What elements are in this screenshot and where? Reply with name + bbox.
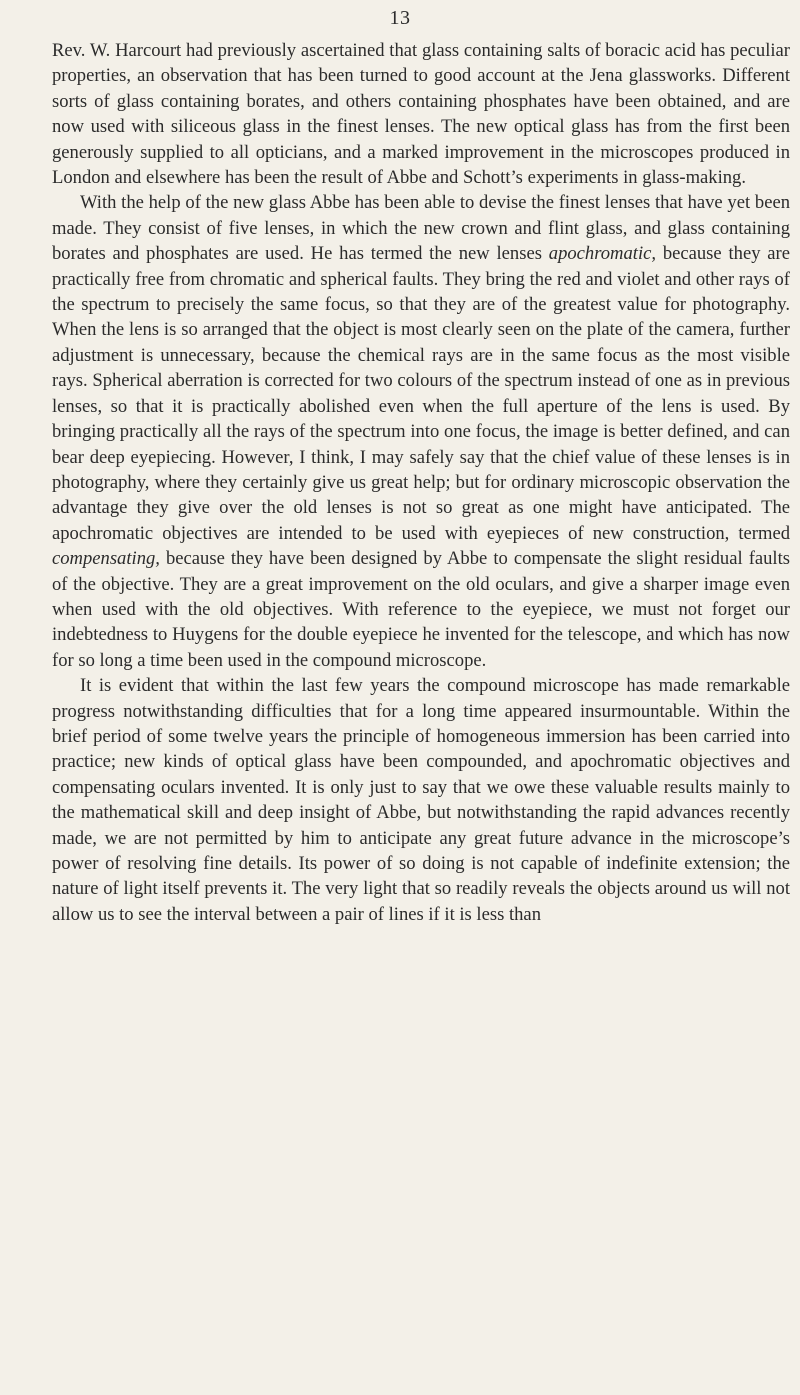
italic-term-compensating: compensating,	[52, 548, 160, 570]
paragraph-text: Rev. W. Harcourt had previously ascertained that glass containing salts of boracic acid has peculiar properties, an observation that has been turned to good account at the Jena glassworks. Different sorts of glass containing borates, and others containing phosphates have been obtained, and are now used with siliceous glass in the finest lenses. The new optical glass has from the first been generously supplied to all opticians, and a marked improvement in the microscopes produced in London and elsewhere has been the result of Abbe and Schott’s experiments in glass-making.	[52, 40, 790, 189]
paragraph-text: It is evident that within the last few years the compound microscope has made remarkable progress notwithstanding difficulties that for a long time appeared insurmountable. Within the brief period of some twelve years the principle of homogeneous immersion has been carried into practice; new kinds of optical glass have been compounded, and apochromatic objectives and compensating oculars invented. It is only just to say that we owe these valuable results mainly to the mathematical skill and deep insight of Abbe, but notwithstanding the rapid advances recently made, we are not permitted by him to anticipate any great future advance in the microscope’s power of resolving fine details. Its power of so doing is not capable of indefinite extension; the nature of light itself prevents it. The very light that so readily reveals the objects around us will not allow us to see the interval between a pair of lines if it is less than	[52, 675, 790, 925]
paragraph-text: With the help of the new glass Abbe has been able to devise the finest lenses that have yet been made. They consist of five lenses, in which the new crown and flint glass, and glass containing borates and phosphates are used. He has termed the new lenses	[52, 192, 790, 265]
paragraph-text: because they have been designed by Abbe to compensate the slight residual faults of the objective. They are a great improvement on the old oculars, and give a sharper image even when used with the old objectives. With reference to the eyepiece, we must not forget our indebtedness to Huygens for the double eyepiece he invented for the telescope, and which has now for so long a time been used in the compound microscope.	[52, 548, 790, 671]
paragraph-apochromatic-lenses	[52, 190, 790, 673]
page-number: 13	[389, 7, 411, 29]
paragraph-glass-borates	[52, 38, 790, 190]
italic-term-apochromatic: apochromatic,	[548, 243, 657, 265]
body-text	[52, 38, 790, 927]
paragraph-microscope-progress	[52, 673, 790, 927]
paragraph-text: because they are practically free from chromatic and spherical faults. They bring the red and violet and other rays of the spectrum to precisely the same focus, so that they are of the greatest value for photography. When the lens is so arranged that the object is most clearly seen on the plate of the camera, further adjustment is unnecessary, because the chemical rays are in the same focus as the most visible rays. Spherical aberration is corrected for two colours of the spectrum instead of one as in previous lenses, so that it is practically abolished even when the full aperture of the lens is used. By bringing practically all the rays of the spectrum into one focus, the image is better defined, and can bear deep eyepiecing. However, I think, I may safely say that the chief value of these lenses is in photography, where they certainly give us great help; but for ordinary microscopic observation the advantage they give over the old lenses is not so great as one might have anticipated. The apochromatic objectives are intended to be used with eyepieces of new construction, termed	[52, 243, 791, 544]
